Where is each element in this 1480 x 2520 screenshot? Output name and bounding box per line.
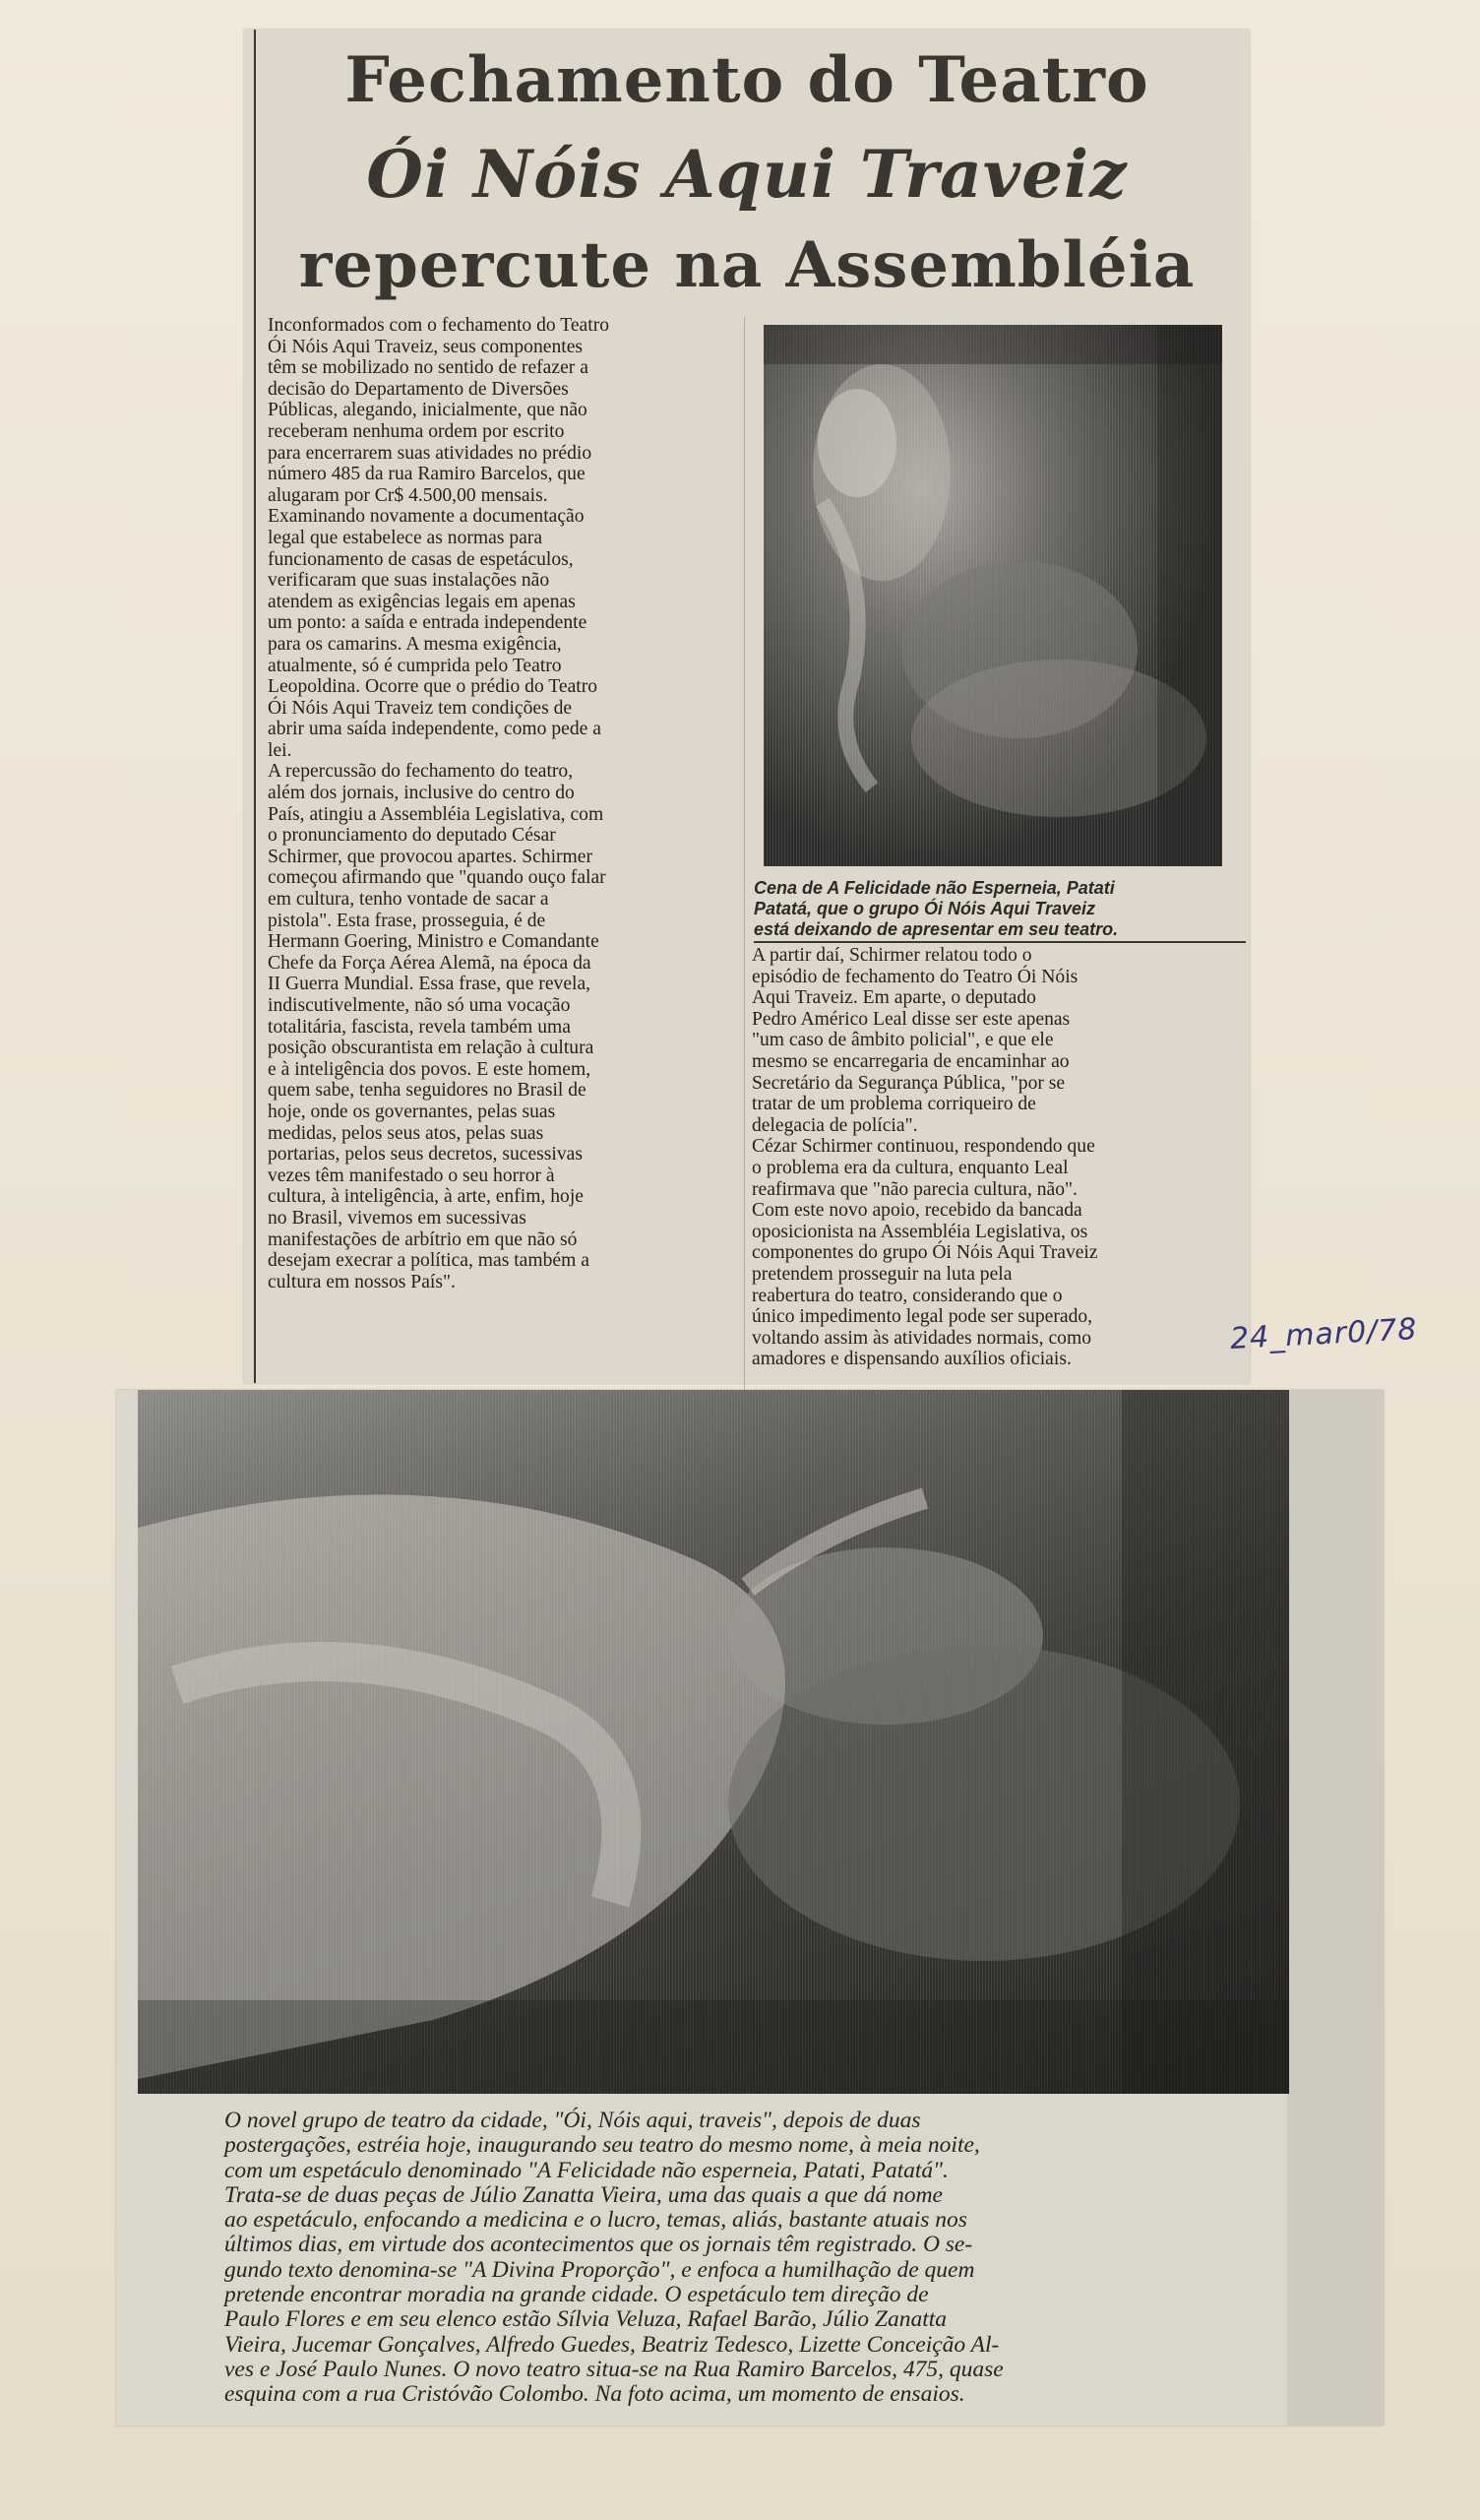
article-text-line: atualmente, só é cumprida pelo Teatro	[268, 655, 562, 676]
caption-line: com um espetáculo denominado "A Felicidade não esperneia, Patati, Patatá".	[224, 2157, 949, 2183]
article-text-line: legal que estabelece as normas para	[268, 527, 543, 548]
article-text-line: componentes do grupo Ói Nóis Aqui Traveiz	[752, 1242, 1098, 1264]
article-text-line: Ói Nóis Aqui Traveiz tem condições de	[268, 697, 573, 719]
article-text-line: em cultura, tenho vontade de sacar a	[268, 889, 549, 911]
article-text-line: receberam nenhuma ordem por escrito	[268, 420, 565, 442]
article-text-line: Cézar Schirmer continuou, respondendo que	[752, 1136, 1095, 1158]
article-text-line: oposicionista na Assembléia Legislativa, os	[752, 1221, 1088, 1242]
newspaper-clipping-article	[244, 30, 1250, 1383]
article-text-line: têm se mobilizado no sentido de refazer a	[268, 357, 588, 379]
article-text-line: portarias, pelos seus decretos, sucessivas	[268, 1144, 583, 1166]
article-text-line: Aqui Traveiz. Em aparte, o deputado	[752, 987, 1036, 1009]
article-text-line: desejam execrar a política, mas também a	[268, 1250, 589, 1272]
article-left-column	[268, 315, 740, 1292]
article-text-line: pretendem prosseguir na luta pela	[752, 1263, 1013, 1285]
caption-line: pretende encontrar moradia na grande cidade. O espetáculo tem direção de	[224, 2282, 929, 2308]
article-text-line: hoje, onde os governantes, pelas suas	[268, 1101, 556, 1122]
article-text-line: cultura, à inteligência, à arte, enfim, hoje	[268, 1186, 584, 1208]
article-text-line: Examinando novamente a documentação	[268, 506, 585, 528]
theatre-scene-photo	[764, 325, 1222, 866]
article-text-line: Ói Nóis Aqui Traveiz, seus componentes	[268, 336, 584, 357]
photo-halftone-shapes-2	[138, 1390, 1289, 2094]
column-divider	[744, 317, 745, 1390]
caption-line: esquina com a rua Cristóvão Colombo. Na foto acima, um momento de ensaios.	[224, 2381, 965, 2408]
article-text-line: Inconformados com o fechamento do Teatro	[268, 315, 610, 336]
headline-line-3: repercute na Assembléia	[298, 228, 1196, 302]
article-text-line: II Guerra Mundial. Essa frase, que revela,	[268, 974, 591, 995]
article-right-column	[752, 945, 1254, 1370]
article-text-line: medidas, pelos seus atos, pelas suas	[268, 1122, 544, 1144]
article-text-line: o problema era da cultura, enquanto Leal	[752, 1157, 1069, 1178]
article-text-line: começou afirmando que "quando ouço falar	[268, 867, 606, 889]
article-text-line: delegacia de polícia".	[752, 1114, 918, 1136]
article-text-line: voltando assim às atividades normais, como	[752, 1327, 1092, 1349]
article-text-line: reabertura do teatro, considerando que o	[752, 1285, 1063, 1306]
article-text-line: Chefe da Força Aérea Alemã, na época da	[268, 952, 591, 974]
article-text-line: A repercussão do fechamento do teatro,	[268, 761, 574, 783]
article-text-line: decisão do Departamento de Diversões	[268, 378, 569, 400]
article-text-line: pistola". Esta frase, prosseguia, é de	[268, 910, 546, 931]
rehearsal-caption	[224, 2109, 1317, 2408]
article-text-line: vezes têm manifestado o seu horror à	[268, 1165, 555, 1186]
article-text-line: atendem as exigências legais em apenas	[268, 591, 576, 612]
article-text-line: além dos jornais, inclusive do centro do	[268, 783, 575, 804]
article-text-line: cultura em nossos País".	[268, 1271, 456, 1292]
article-text-line: A partir daí, Schirmer relatou todo o	[752, 945, 1032, 966]
caption-line: ao espetáculo, enfocando a medicina e o lucro, temas, aliás, bastante atuais nos	[224, 2207, 967, 2234]
article-text-line: único impedimento legal pode ser superado,	[752, 1306, 1093, 1328]
article-text-line: "um caso de âmbito policial", e que ele	[752, 1030, 1054, 1051]
article-text-line: funcionamento de casas de espetáculos,	[268, 548, 574, 570]
article-text-line: mesmo se encarregaria de encaminhar ao	[752, 1050, 1070, 1072]
rehearsal-photo	[138, 1390, 1289, 2094]
article-text-line: abrir uma saída independente, como pede a	[268, 719, 601, 740]
caption-line: Cena de A Felicidade não Esperneia, Patati	[754, 878, 1115, 898]
caption-line: Paulo Flores e em seu elenco estão Sílvia Veluza, Rafael Barão, Júlio Zanatta	[224, 2306, 948, 2333]
article-text-line: no Brasil, vivemos em sucessivas	[268, 1207, 526, 1228]
headline-line-2: Ói Nóis Aqui Traveiz	[366, 136, 1128, 213]
article-text-line: Com este novo apoio, recebido da bancada	[752, 1200, 1082, 1222]
caption-line: Patatá, que o grupo Ói Nóis Aqui Traveiz	[754, 899, 1096, 918]
photo-caption	[754, 878, 1246, 940]
article-text-line: Pedro Américo Leal disse ser este apenas	[752, 1008, 1071, 1030]
article-text-line: episódio de fechamento do Teatro Ói Nóis	[752, 966, 1079, 987]
newspaper-clipping-photo	[116, 1390, 1384, 2426]
article-text-line: reafirmava que "não parecia cultura, não".	[752, 1178, 1078, 1200]
article-text-line: quem sabe, tenha seguidores no Brasil de	[268, 1080, 586, 1102]
article-text-line: País, atingiu a Assembléia Legislativa, com	[268, 803, 604, 825]
article-text-line: para encerrarem suas atividades no prédio	[268, 442, 592, 464]
caption-line: está deixando de apresentar em seu teatro.	[754, 919, 1119, 939]
photo-halftone-shapes	[764, 325, 1222, 866]
article-text-line: Secretário da Segurança Pública, "por se	[752, 1072, 1066, 1094]
article-text-line: um ponto: a saída e entrada independente	[268, 612, 587, 634]
article-text-line: Públicas, alegando, inicialmente, que não	[268, 400, 587, 421]
article-text-line: o pronunciamento do deputado César	[268, 825, 556, 847]
article-text-line: verificaram que suas instalações não	[268, 570, 550, 592]
article-text-line: para os camarins. A mesma exigência,	[268, 633, 562, 655]
article-text-line: Leopoldina. Ocorre que o prédio do Teatro	[268, 676, 598, 698]
article-text-line: lei.	[268, 739, 292, 761]
article-text-line: Schirmer, que provocou apartes. Schirmer	[268, 846, 593, 867]
caption-line: O novel grupo de teatro da cidade, "Ói, Nóis aqui, traveis", depois de duas	[224, 2108, 921, 2133]
article-text-line: manifestações de arbítrio em que não só	[268, 1228, 578, 1250]
caption-line: Vieira, Jucemar Gonçalves, Alfredo Guedes, Beatriz Tedesco, Lizette Conceição Al-	[224, 2331, 1000, 2358]
caption-line: últimos dias, em virtude dos acontecimentos que os jornais têm registrado. O se-	[224, 2232, 973, 2258]
article-text-line: amadores e dispensando auxílios oficiais.	[752, 1349, 1072, 1370]
article-text-line: totalitária, fascista, revela também uma	[268, 1016, 571, 1038]
caption-line: postergações, estréia hoje, inaugurando seu teatro do mesmo nome, à meia noite,	[224, 2132, 980, 2159]
caption-line: gundo texto denomina-se "A Divina Proporção", e enfoca a humilhação de quem	[224, 2256, 975, 2283]
article-text-line: Hermann Goering, Ministro e Comandante	[268, 931, 599, 953]
article-text-line: alugaram por Cr$ 4.500,00 mensais.	[268, 484, 548, 506]
caption-line: ves e José Paulo Nunes. O novo teatro situa-se na Rua Ramiro Barcelos, 475, quase	[224, 2356, 1004, 2382]
article-text-line: posição obscurantista em relação à cultura	[268, 1038, 594, 1059]
caption-rule	[754, 941, 1246, 943]
article-text-line: e à inteligência dos povos. E este homem,	[268, 1058, 591, 1080]
headline-line-1: Fechamento do Teatro	[344, 43, 1149, 117]
handwritten-date: 24_mar0/78	[1229, 1312, 1419, 1356]
article-text-line: número 485 da rua Ramiro Barcelos, que	[268, 464, 586, 485]
article-text-line: tratar de um problema corriqueiro de	[752, 1094, 1036, 1115]
article-text-line: indiscutivelmente, não só uma vocação	[268, 995, 571, 1016]
caption-line: Trata-se de duas peças de Júlio Zanatta Vieira, uma das quais a que dá nome	[224, 2181, 943, 2208]
